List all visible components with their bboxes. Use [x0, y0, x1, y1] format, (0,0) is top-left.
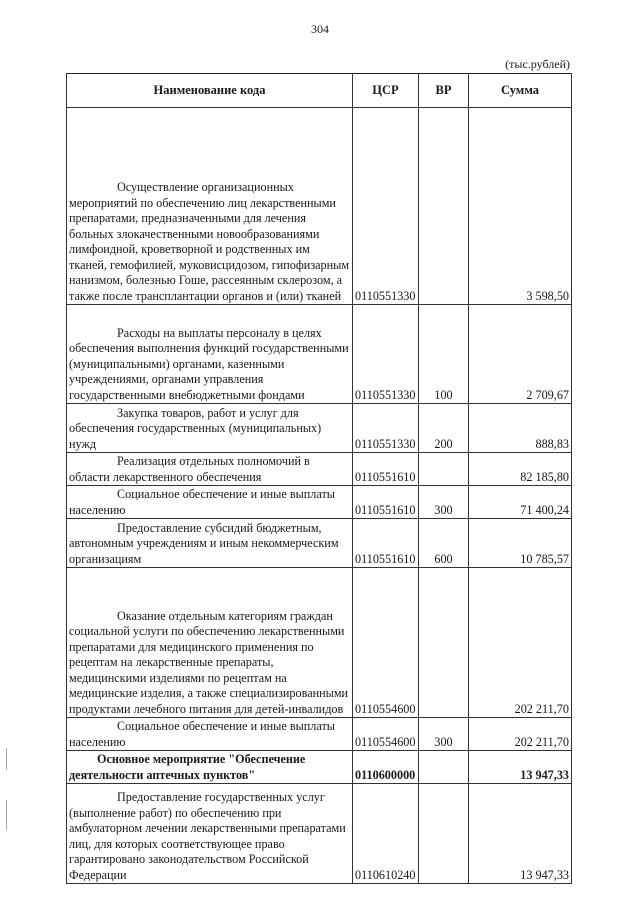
- row-vr: 300: [419, 718, 469, 751]
- row-csr: 0110554600: [353, 568, 419, 718]
- row-sum: 71 400,24: [469, 486, 572, 519]
- scan-edge-mark: [6, 748, 7, 770]
- row-sum: 202 211,70: [469, 568, 572, 718]
- row-vr: 300: [419, 486, 469, 519]
- row-name: Предоставление субсидий бюджетным, автономным учреждениям и иным некоммерческим организациям: [67, 519, 353, 568]
- row-sum: 82 185,80: [469, 453, 572, 486]
- row-vr: [419, 108, 469, 305]
- header-name: Наименование кода: [67, 74, 353, 108]
- row-csr: 0110610240: [353, 784, 419, 884]
- row-csr: 0110551610: [353, 519, 419, 568]
- budget-table: [66, 73, 572, 884]
- row-csr: 0110600000: [353, 751, 419, 784]
- row-csr: 0110551610: [353, 453, 419, 486]
- row-vr: [419, 784, 469, 884]
- row-name: Расходы на выплаты персоналу в целях обеспечения выполнения функций государственными (муниципальными) органами, казенными учреждениями, органами управления государственными внебюджетными фондами: [67, 305, 353, 404]
- row-vr: 600: [419, 519, 469, 568]
- table-row: [67, 305, 572, 404]
- table-header-row: [67, 74, 572, 108]
- header-sum: Сумма: [469, 74, 572, 108]
- row-vr: [419, 751, 469, 784]
- scan-edge-mark: [6, 800, 7, 830]
- row-sum: 13 947,33: [469, 751, 572, 784]
- header-csr: ЦСР: [353, 74, 419, 108]
- table-body: [67, 108, 572, 884]
- page-number: 304: [311, 22, 329, 36]
- row-sum: 888,83: [469, 404, 572, 453]
- row-csr: 0110551330: [353, 108, 419, 305]
- row-name: Закупка товаров, работ и услуг для обеспечения государственных (муниципальных) нужд: [67, 404, 353, 453]
- row-name: Социальное обеспечение и иные выплаты населению: [67, 718, 353, 751]
- row-name: Оказание отдельным категориям граждан социальной услуги по обеспечению лекарственными препаратами для медицинского применения по рецептам на лекарственные препараты, медицинскими изделиями по рецептам на медицинские изделия, а также специализированными продуктами лечебного питания для детей-инвалидов: [67, 568, 353, 718]
- row-name: Предоставление государственных услуг (выполнение работ) по обеспечению при амбулаторном лечении лекарственными препаратами лиц, для которых соответствующее право гарантировано законодательством Российской Федерации: [67, 784, 353, 884]
- row-vr: 100: [419, 305, 469, 404]
- table-row: [67, 108, 572, 305]
- row-vr: [419, 453, 469, 486]
- row-vr: [419, 568, 469, 718]
- table-row: [67, 404, 572, 453]
- table-row: [67, 784, 572, 884]
- row-csr: 0110551330: [353, 305, 419, 404]
- table-row: [67, 486, 572, 519]
- units-label: (тыс.рублей): [505, 57, 570, 71]
- table-row: [67, 453, 572, 486]
- row-name: Основное мероприятие "Обеспечение деятельности аптечных пунктов": [67, 751, 353, 784]
- row-sum: 10 785,57: [469, 519, 572, 568]
- row-csr: 0110551610: [353, 486, 419, 519]
- row-sum: 2 709,67: [469, 305, 572, 404]
- row-name: Реализация отдельных полномочий в области лекарственного обеспечения: [67, 453, 353, 486]
- row-name: Социальное обеспечение и иные выплаты населению: [67, 486, 353, 519]
- table-row: [67, 568, 572, 718]
- row-vr: 200: [419, 404, 469, 453]
- table-row: [67, 519, 572, 568]
- row-sum: 3 598,50: [469, 108, 572, 305]
- row-csr: 0110554600: [353, 718, 419, 751]
- table-row: [67, 751, 572, 784]
- table-row: [67, 718, 572, 751]
- row-sum: 202 211,70: [469, 718, 572, 751]
- row-csr: 0110551330: [353, 404, 419, 453]
- row-name: Осуществление организационных мероприятий по обеспечению лиц лекарственными препаратами, предназначенными для лечения больных злокачественными новообразованиями лимфоидной, кроветворной и родственных им тканей, гемофилией, муковисцидозом, гипофизарным нанизмом, болезнью Гоше, рассеянным склерозом, а также после трансплантации органов и (или) тканей: [67, 108, 353, 305]
- header-vr: ВР: [419, 74, 469, 108]
- row-sum: 13 947,33: [469, 784, 572, 884]
